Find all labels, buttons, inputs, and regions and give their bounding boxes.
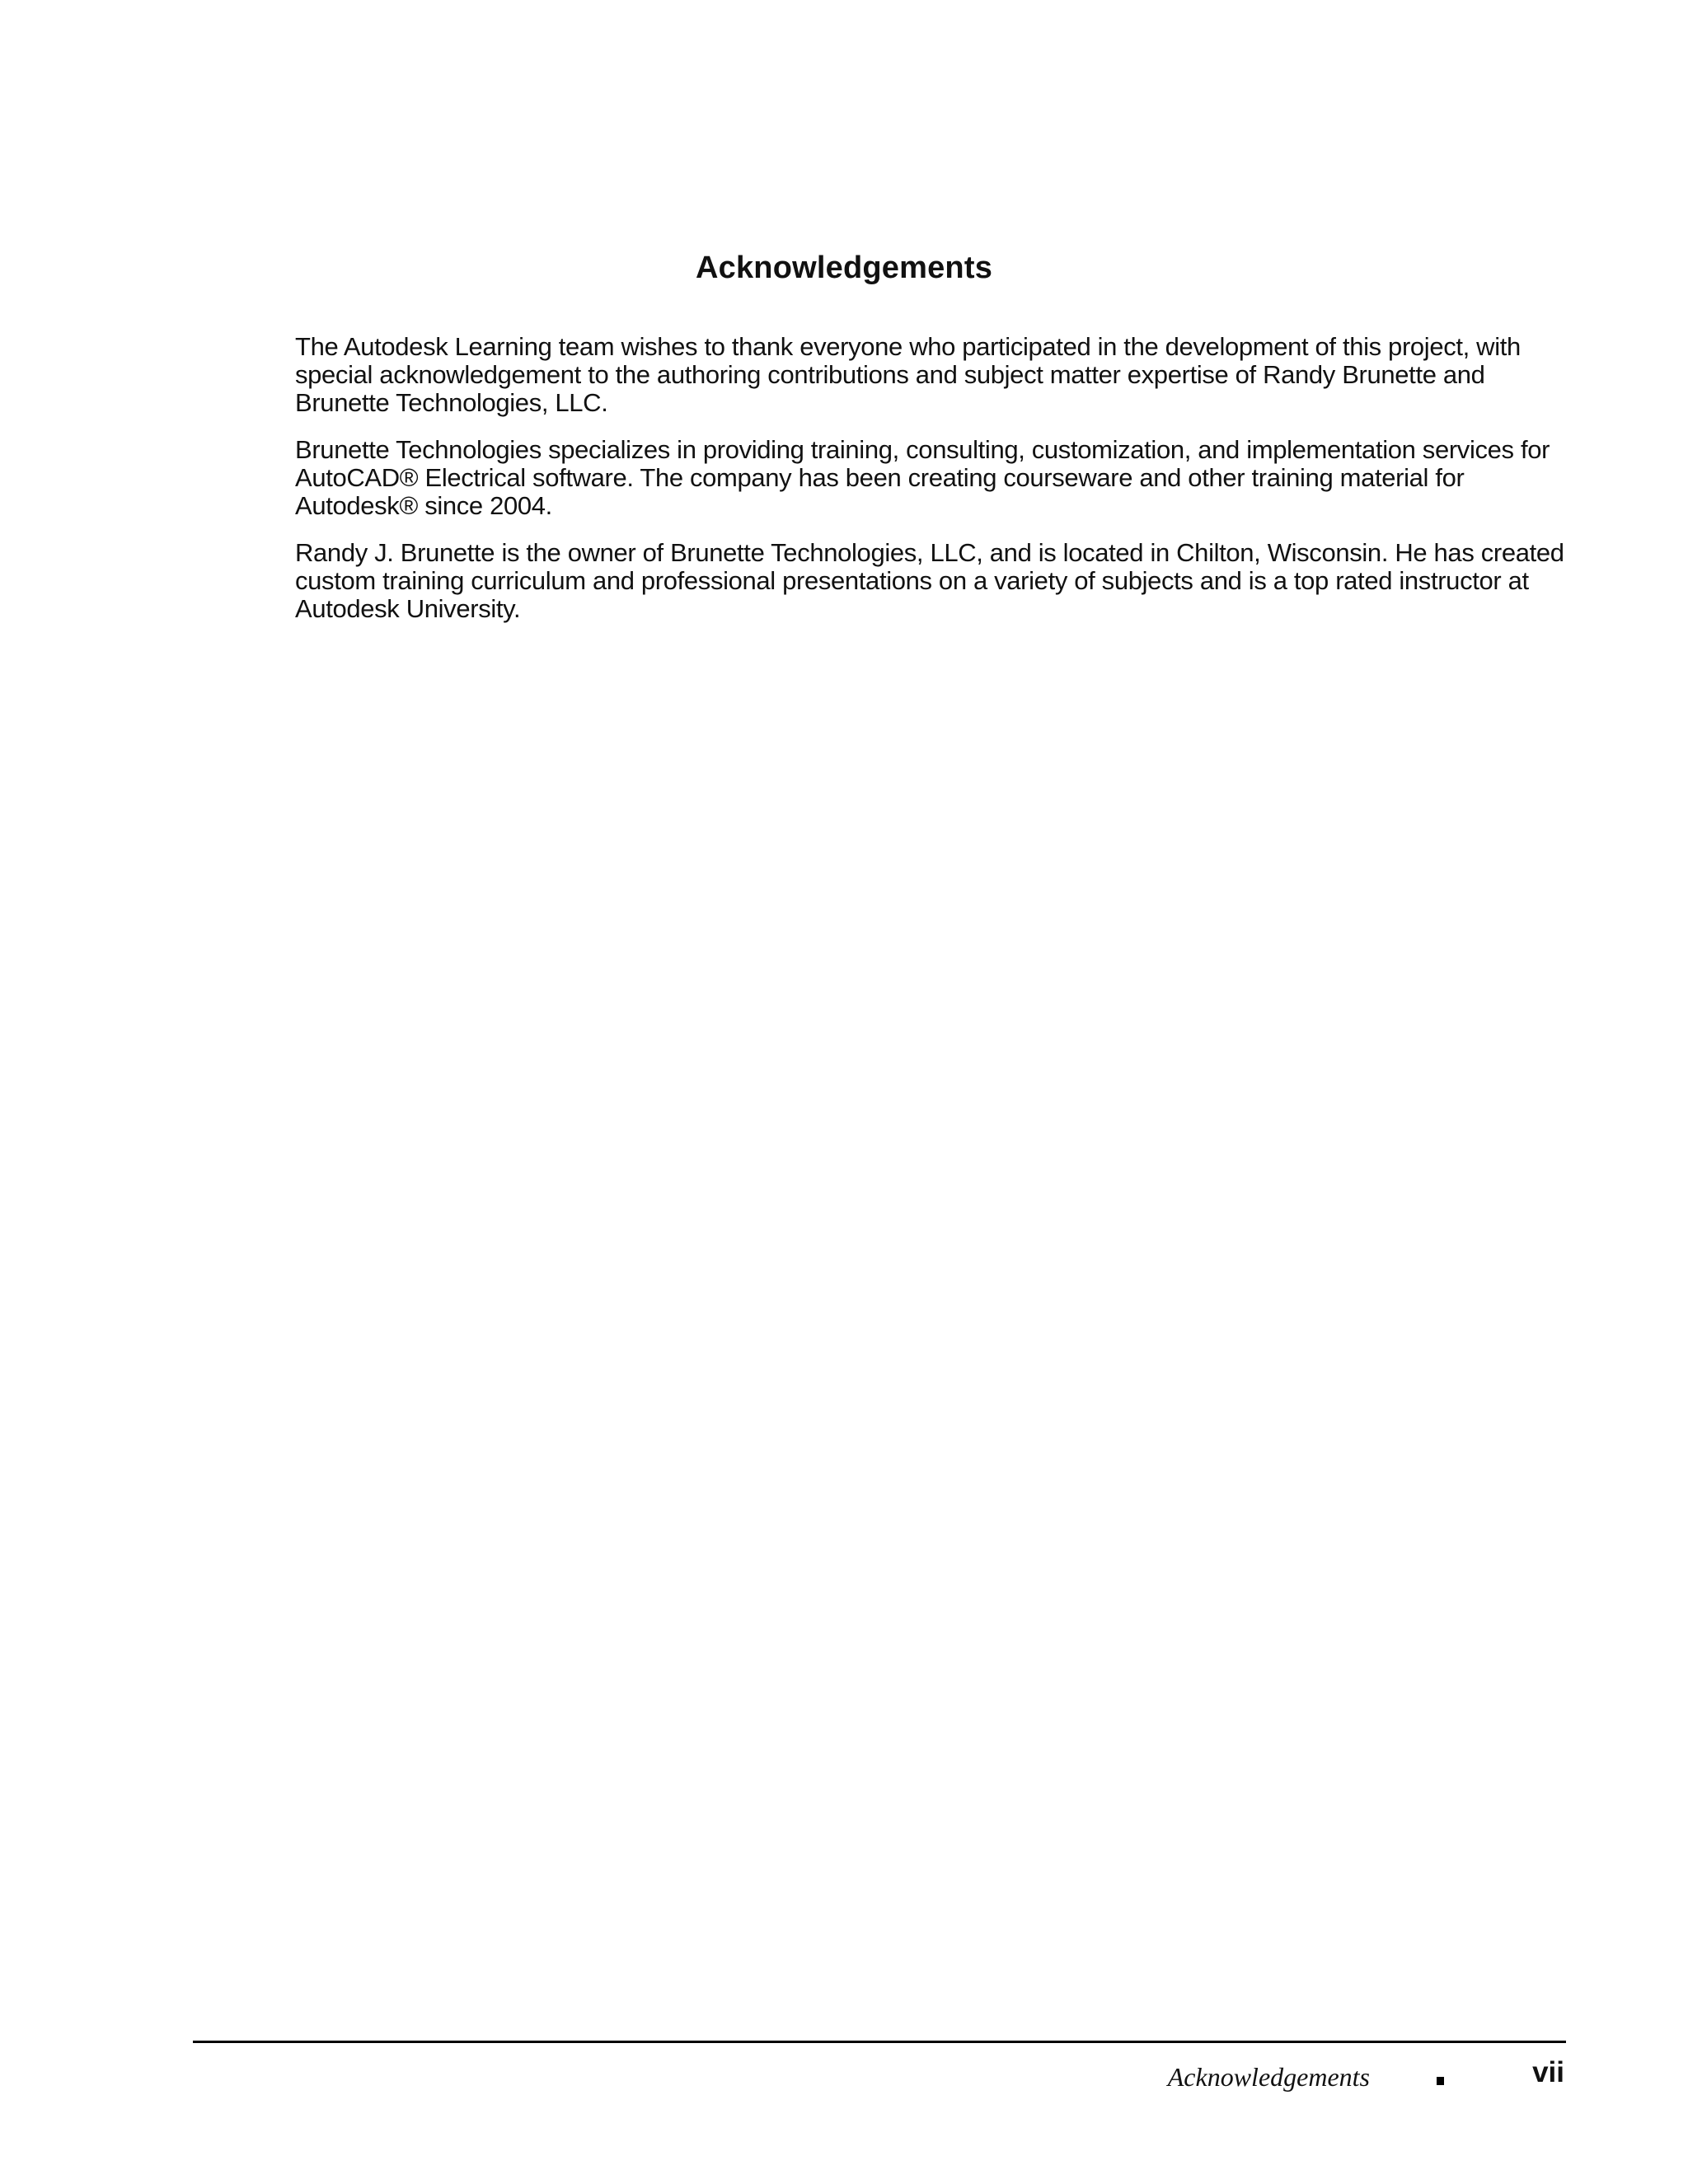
- footer-bullet-icon: [1437, 2077, 1444, 2085]
- paragraph-author: Randy J. Brunette is the owner of Brunette Technologies, LLC, and is located in Chilton, Wisconsin. He has created custom training curriculum and professional presentations on a variety of subjects and is a top rated instructor at Autodesk University.: [295, 538, 1564, 623]
- body-text: [295, 333, 1564, 642]
- footer-chapter-title: Acknowledgements: [1167, 2062, 1370, 2092]
- footer-page-number: vii: [1532, 2056, 1564, 2088]
- footer-divider: [193, 2041, 1566, 2043]
- paragraph-thanks: The Autodesk Learning team wishes to thank everyone who participated in the development of this project, with special acknowledgement to the authoring contributions and subject matter expertise of Randy Brunette and Brunette Technologies, LLC.: [295, 332, 1521, 417]
- page-title: Acknowledgements: [695, 251, 993, 285]
- paragraph-company: Brunette Technologies specializes in providing training, consulting, customization, and implementation services for AutoCAD® Electrical software. The company has been creating courseware and other training material for Autodesk® since 2004.: [295, 435, 1550, 520]
